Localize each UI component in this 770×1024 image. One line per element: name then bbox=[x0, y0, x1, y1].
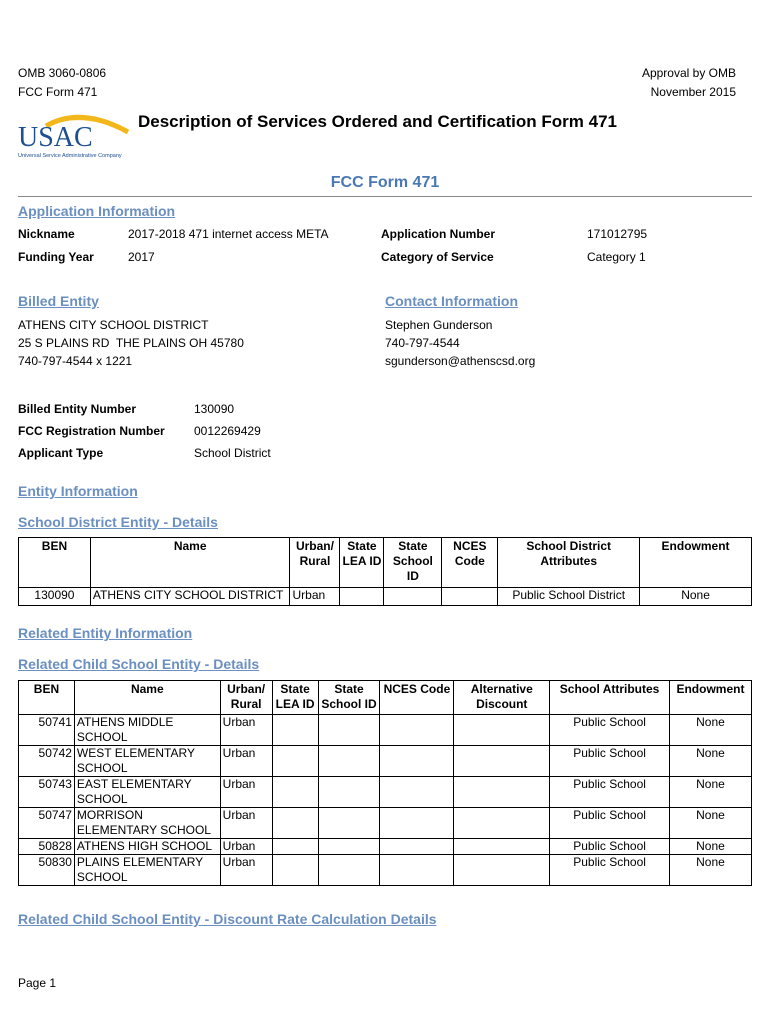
cell-name: ATHENS MIDDLE SCHOOL bbox=[74, 715, 220, 746]
nickname-value: 2017-2018 471 internet access META bbox=[128, 227, 329, 241]
header-left bbox=[18, 64, 106, 102]
cell-name: MORRISON ELEMENTARY SCHOOL bbox=[74, 808, 220, 839]
category-label: Category of Service bbox=[381, 250, 494, 264]
application-info-heading: Application Information bbox=[18, 203, 176, 219]
cell-endowment: None bbox=[669, 839, 751, 855]
col-endowment: Endowment bbox=[669, 681, 751, 715]
billed-entity-number-label: Billed Entity Number bbox=[18, 402, 137, 416]
table-row bbox=[19, 746, 752, 777]
col-state-lea-id: State LEA ID bbox=[272, 681, 318, 715]
billed-entity-phone: 740-797-4544 x 1221 bbox=[18, 354, 133, 368]
billed-entity-heading: Billed Entity bbox=[18, 293, 99, 309]
cell-attributes: Public School bbox=[550, 746, 670, 777]
cell-endowment: None bbox=[669, 855, 751, 886]
col-district-attributes: School District Attributes bbox=[498, 538, 640, 588]
contact-info-heading: Contact Information bbox=[385, 293, 518, 309]
contact-name: Stephen Gunderson bbox=[385, 318, 493, 332]
contact-phone: 740-797-4544 bbox=[385, 336, 460, 350]
cell-attributes: Public School bbox=[550, 808, 670, 839]
cell-nces-code bbox=[442, 588, 498, 606]
col-ben: BEN bbox=[19, 538, 91, 588]
col-nces-code: NCES Code bbox=[380, 681, 454, 715]
cell-endowment: None bbox=[669, 715, 751, 746]
table-row bbox=[19, 715, 752, 746]
application-number-value: 171012795 bbox=[587, 227, 648, 241]
cell-attributes: Public School District bbox=[498, 588, 640, 606]
cell-state-lea-id bbox=[340, 588, 384, 606]
related-entity-heading: Related Entity Information bbox=[18, 625, 193, 641]
cell-urban-rural: Urban bbox=[220, 746, 272, 777]
cell-endowment: None bbox=[669, 777, 751, 808]
discount-calculation-heading: Related Child School Entity - Discount Rate Calculation Details bbox=[18, 911, 437, 927]
col-alternative-discount: Alternative Discount bbox=[454, 681, 550, 715]
cell-attributes: Public School bbox=[550, 715, 670, 746]
col-nces-code: NCES Code bbox=[442, 538, 498, 588]
category-value: Category 1 bbox=[587, 250, 646, 264]
child-details-heading: Related Child School Entity - Details bbox=[18, 656, 260, 672]
cell-ben: 50828 bbox=[19, 839, 75, 855]
nickname-label: Nickname bbox=[18, 227, 75, 241]
col-name: Name bbox=[74, 681, 220, 715]
table-row bbox=[19, 777, 752, 808]
cell-urban-rural: Urban bbox=[290, 588, 340, 606]
cell-attributes: Public School bbox=[550, 777, 670, 808]
table-row bbox=[19, 808, 752, 839]
cell-ben: 50830 bbox=[19, 855, 75, 886]
cell-urban-rural: Urban bbox=[220, 715, 272, 746]
cell-ben: 130090 bbox=[19, 588, 91, 606]
entity-info-heading: Entity Information bbox=[18, 483, 138, 499]
col-ben: BEN bbox=[19, 681, 75, 715]
table-row bbox=[19, 839, 752, 855]
col-name: Name bbox=[90, 538, 290, 588]
table-header-row bbox=[19, 681, 752, 715]
fcc-registration-label: FCC Registration Number bbox=[18, 424, 165, 438]
cell-ben: 50743 bbox=[19, 777, 75, 808]
district-entity-table bbox=[18, 537, 752, 606]
col-urban-rural: Urban/ Rural bbox=[220, 681, 272, 715]
cell-endowment: None bbox=[669, 746, 751, 777]
cell-name: EAST ELEMENTARY SCHOOL bbox=[74, 777, 220, 808]
applicant-type-value: School District bbox=[194, 446, 271, 460]
cell-state-school-id bbox=[384, 588, 442, 606]
district-details-heading: School District Entity - Details bbox=[18, 514, 218, 530]
col-state-school-id: State School ID bbox=[384, 538, 442, 588]
table-header-row bbox=[19, 538, 752, 588]
form-number: FCC Form 471 bbox=[18, 85, 98, 99]
billed-entity-number-value: 130090 bbox=[194, 402, 235, 416]
application-number-label: Application Number bbox=[381, 227, 496, 241]
table-row bbox=[19, 855, 752, 886]
cell-name: WEST ELEMENTARY SCHOOL bbox=[74, 746, 220, 777]
header-divider bbox=[18, 196, 752, 197]
col-state-lea-id: State LEA ID bbox=[340, 538, 384, 588]
cell-attributes: Public School bbox=[550, 839, 670, 855]
billed-entity-address: 25 S PLAINS RD THE PLAINS OH 45780 bbox=[18, 336, 244, 350]
col-urban-rural: Urban/ Rural bbox=[290, 538, 340, 588]
applicant-type-label: Applicant Type bbox=[18, 446, 104, 460]
page-title: Description of Services Ordered and Certification Form 471 bbox=[138, 112, 617, 131]
cell-name: PLAINS ELEMENTARY SCHOOL bbox=[74, 855, 220, 886]
cell-ben: 50747 bbox=[19, 808, 75, 839]
logo-subtext: Universal Service Administrative Company bbox=[18, 153, 122, 159]
header-right bbox=[642, 64, 736, 102]
cell-urban-rural: Urban bbox=[220, 839, 272, 855]
funding-year-label: Funding Year bbox=[18, 250, 94, 264]
approval-text: Approval by OMB bbox=[641, 66, 736, 80]
cell-urban-rural: Urban bbox=[220, 808, 272, 839]
child-entity-table bbox=[18, 680, 752, 886]
form-title: FCC Form 471 bbox=[330, 174, 440, 191]
logo-text: USAC bbox=[18, 122, 93, 153]
omb-number: OMB 3060-0806 bbox=[18, 66, 107, 80]
cell-ben: 50742 bbox=[19, 746, 75, 777]
contact-email: sgunderson@athenscsd.org bbox=[385, 354, 536, 368]
cell-urban-rural: Urban bbox=[220, 777, 272, 808]
cell-name: ATHENS HIGH SCHOOL bbox=[74, 839, 220, 855]
col-school-attributes: School Attributes bbox=[550, 681, 670, 715]
fcc-registration-value: 0012269429 bbox=[194, 424, 261, 438]
cell-ben: 50741 bbox=[19, 715, 75, 746]
cell-name: ATHENS CITY SCHOOL DISTRICT bbox=[90, 588, 290, 606]
col-endowment: Endowment bbox=[640, 538, 752, 588]
table-row bbox=[19, 588, 752, 606]
cell-attributes: Public School bbox=[550, 855, 670, 886]
approval-date: November 2015 bbox=[650, 85, 736, 99]
cell-endowment: None bbox=[640, 588, 752, 606]
billed-entity-name: ATHENS CITY SCHOOL DISTRICT bbox=[18, 318, 209, 332]
funding-year-value: 2017 bbox=[128, 250, 155, 264]
cell-urban-rural: Urban bbox=[220, 855, 272, 886]
cell-endowment: None bbox=[669, 808, 751, 839]
page-number: Page 1 bbox=[18, 976, 57, 990]
col-state-school-id: State School ID bbox=[318, 681, 380, 715]
